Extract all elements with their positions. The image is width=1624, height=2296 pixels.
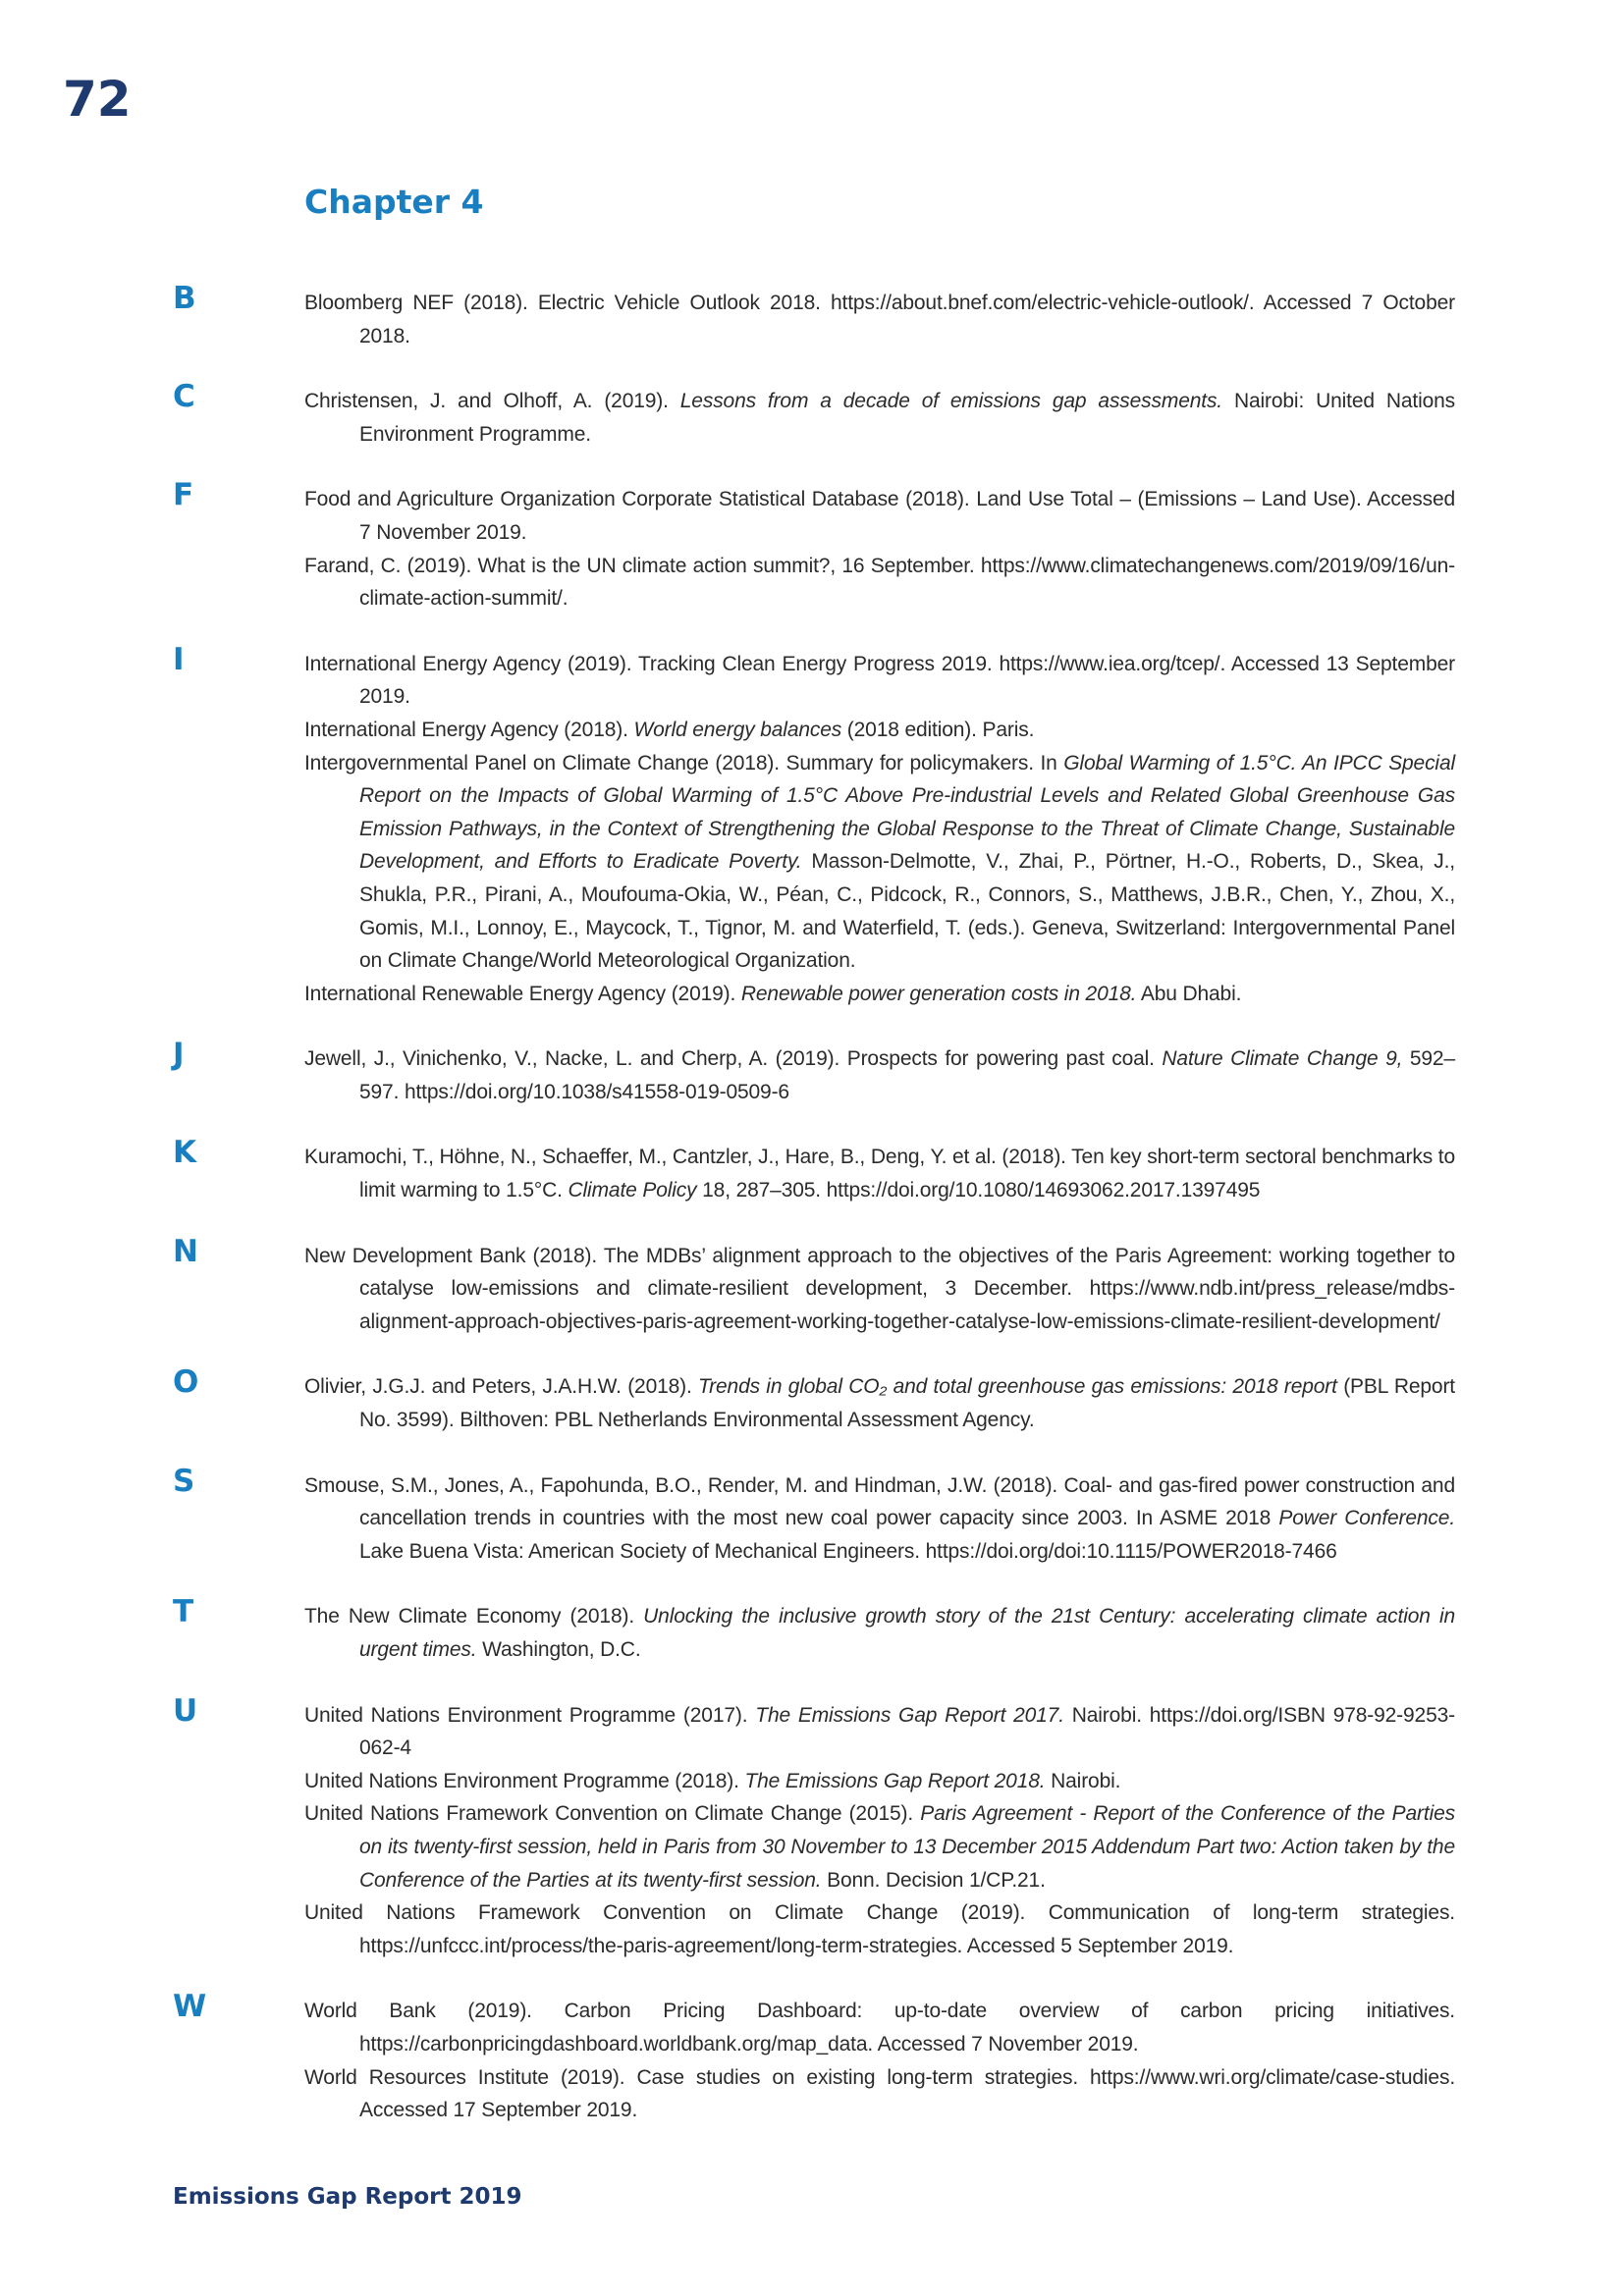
reference-entries [304,1995,1455,2126]
index-letter: C [173,379,195,415]
index-letter: U [173,1692,198,1729]
reference-entries [304,385,1455,451]
reference-text: Masson-Delmotte, V., Zhai, P., Pörtner, H.-O., Roberts, D., Skea, J., Shukla, P.R., Pirani, A., Moufouma-Okia, W., Péan, C., Pidcock, R., Connors, S., Matthews, J.B.R., Chen, Y., Zhou, X., Gomis, M.I., Lonnoy, E., Maycock, T., Tignor, M. and Waterfield, T. (eds.). Geneva, Switzerland: Intergovernmental Panel on Climate Change/World Meteorological Organization. [359,850,1455,973]
reference-text: Intergovernmental Panel on Climate Change (2018). Summary for policymakers. In [304,751,1064,774]
reference-entry [304,1240,1455,1339]
reference-entry [304,1699,1455,1765]
reference-text: New Development Bank (2018). The MDBs’ alignment approach to the objectives of the Paris Agreement: working together to catalyse low-emissions and climate-resilient development, 3 December. https://www.ndb.int/press_release/mdbs-alignment-approach-objectives-paris-agreement-working-together-catalyse-low-emissions-climate-resilient-development/ [304,1244,1455,1333]
reference-text: Smouse, S.M., Jones, A., Fapohunda, B.O., Render, M. and Hindman, J.W. (2018). Coal- and gas-fired power construction and cancellation trends in countries with the most new coal power capacity since 2003. In ASME 2018 [304,1473,1455,1530]
reference-entries [304,1469,1455,1569]
reference-title-italic: Unlocking the inclusive growth story of the 21st Century: accelerating climate action in urgent times. [359,1605,1455,1661]
reference-entry [304,1141,1455,1206]
reference-text: The New Climate Economy (2018). [304,1605,644,1629]
reference-entry [304,1765,1455,1798]
index-letter: J [173,1037,185,1073]
reference-text: Christensen, J. and Olhoff, A. (2019). [304,390,680,413]
reference-group-s [0,1463,1624,1569]
reference-text: International Renewable Energy Agency (2019). [304,982,741,1005]
reference-text: International Energy Agency (2019). Tracking Clean Energy Progress 2019. https://www.iea.org/tcep/. Accessed 13 September 2019. [304,652,1455,709]
reference-entries [304,1141,1455,1206]
reference-text: Jewell, J., Vinichenko, V., Nacke, L. and Cherp, A. (2019). Prospects for powering past coal. [304,1047,1163,1071]
footer-report-title: Emissions Gap Report 2019 [173,2184,522,2210]
reference-title-italic: Power Conference. [1278,1507,1455,1530]
reference-entry [304,287,1455,352]
reference-text: Food and Agriculture Organization Corporate Statistical Database (2018). Land Use Total – (Emissions – Land Use). Accessed 7 November 2019. [304,488,1455,544]
reference-title-italic: Renewable power generation costs in 2018. [740,982,1137,1005]
reference-group-w [0,1989,1624,2126]
reference-text: Washington, D.C. [476,1638,641,1661]
page-number: 72 [63,71,132,128]
reference-text: Bonn. Decision 1/CP.21. [821,1868,1046,1892]
reference-group-k [0,1135,1624,1206]
reference-entries [304,1240,1455,1339]
index-letter: W [173,1989,207,2025]
reference-text: Farand, C. (2019). What is the UN climate action summit?, 16 September. https://www.climatechangenews.com/2019/09/16/un-climate-action-summit/. [304,554,1455,611]
reference-entry [304,648,1455,714]
reference-entry [304,1896,1455,1962]
reference-entry [304,714,1455,747]
reference-group-b [0,281,1624,352]
reference-entries [304,648,1455,1011]
reference-group-o [0,1364,1624,1436]
reference-text: 592–597. https://doi.org/10.1038/s41558-019-0509-6 [359,1047,1455,1103]
reference-text: Lake Buena Vista: American Society of Mechanical Engineers. https://doi.org/doi:10.1115/POWER2018-7466 [359,1539,1337,1563]
reference-title-italic: Climate Policy [568,1179,697,1202]
reference-entries [304,1600,1455,1666]
reference-text: Olivier, J.G.J. and Peters, J.A.H.W. (2018). [304,1375,699,1399]
reference-entry [304,550,1455,615]
chapter-title: Chapter 4 [304,183,484,221]
index-letter: B [173,281,196,316]
reference-title-italic: Paris Agreement - Report of the Conference of the Parties on its twenty-first session, held in Paris from 30 November to 13 December 2015 Addendum Part two: Action taken by the Conference of the Parties at its twenty-first session. [359,1802,1455,1892]
reference-entry [304,1600,1455,1666]
reference-title-italic: Lessons from a decade of emissions gap assessments. [679,390,1222,413]
reference-list [0,281,1624,2160]
index-letter: K [173,1135,197,1171]
reference-group-j [0,1037,1624,1108]
reference-text: United Nations Framework Convention on Climate Change (2019). Communication of long-term strategies. https://unfccc.int/process/the-paris-agreement/long-term-strategies. Accessed 5 September 2019. [304,1901,1455,1957]
reference-entry [304,1370,1455,1436]
reference-text: (PBL Report No. 3599). Bilthoven: PBL Netherlands Environmental Assessment Agency. [359,1375,1455,1432]
index-letter: I [173,641,185,677]
reference-text: World Bank (2019). Carbon Pricing Dashboard: up-to-date overview of carbon pricing initiatives. https://carbonpricingdashboard.worldbank.org/map_data. Accessed 7 November 2019. [304,2000,1455,2056]
reference-text: Nairobi: United Nations Environment Programme. [359,390,1456,446]
reference-title-italic: The Emissions Gap Report 2018. [744,1769,1046,1792]
index-letter: T [173,1594,194,1630]
reference-entries [304,483,1455,614]
reference-title-italic: Global Warming of 1.5°C. An IPCC Special Report on the Impacts of Global Warming of 1.5°C Above Pre-industrial Levels and Related Global Greenhouse Gas Emission Pathways, in the Context of Strengthening the Global Response to the Threat of Climate Change, Sustainable Development, and Efforts to Eradicate Poverty. [359,751,1455,874]
reference-group-i [0,641,1624,1011]
reference-title-italic: World energy balances [633,718,842,741]
reference-entry [304,1469,1455,1569]
reference-title-italic: Nature Climate Change 9, [1162,1047,1403,1071]
reference-entry [304,747,1455,978]
index-letter: O [173,1364,199,1401]
reference-text: Nairobi. https://doi.org/ISBN 978-92-9253-062-4 [359,1703,1455,1760]
reference-entry [304,1995,1455,2060]
reference-entry [304,1797,1455,1896]
reference-text: 18, 287–305. https://doi.org/10.1080/14693062.2017.1397495 [696,1179,1261,1202]
index-letter: S [173,1463,195,1499]
reference-group-t [0,1594,1624,1666]
reference-title-italic: The Emissions Gap Report 2017. [755,1703,1064,1727]
reference-text: United Nations Environment Programme (2018). [304,1769,745,1792]
reference-entries [304,287,1455,352]
reference-group-n [0,1233,1624,1339]
reference-entry [304,1042,1455,1108]
reference-entry [304,2061,1455,2127]
reference-group-c [0,379,1624,451]
reference-entry [304,483,1455,549]
reference-title-italic: Trends in global CO₂ and total greenhouse gas emissions: 2018 report [698,1375,1337,1399]
reference-text: United Nations Framework Convention on Climate Change (2015). [304,1802,921,1826]
index-letter: F [173,477,194,513]
reference-entries [304,1042,1455,1108]
reference-entries [304,1370,1455,1436]
reference-entry [304,978,1455,1011]
reference-group-f [0,477,1624,614]
reference-text: Abu Dhabi. [1136,982,1242,1005]
reference-group-u [0,1692,1624,1963]
reference-text: Nairobi. [1045,1769,1121,1792]
reference-entries [304,1699,1455,1963]
reference-text: International Energy Agency (2018). [304,718,634,741]
reference-text: United Nations Environment Programme (2017). [304,1703,756,1727]
reference-entry [304,385,1455,451]
index-letter: N [173,1233,198,1269]
reference-text: World Resources Institute (2019). Case studies on existing long-term strategies. https://www.wri.org/climate/case-studies. Accessed 17 September 2019. [304,2065,1455,2122]
reference-text: (2018 edition). Paris. [841,718,1035,741]
reference-text: Bloomberg NEF (2018). Electric Vehicle Outlook 2018. https://about.bnef.com/electric-vehicle-outlook/. Accessed 7 October 2018. [304,292,1455,347]
reference-text: Kuramochi, T., Höhne, N., Schaeffer, M., Cantzler, J., Hare, B., Deng, Y. et al. (2018). Ten key short-term sectoral benchmarks to limit warming to 1.5°C. [304,1146,1455,1202]
